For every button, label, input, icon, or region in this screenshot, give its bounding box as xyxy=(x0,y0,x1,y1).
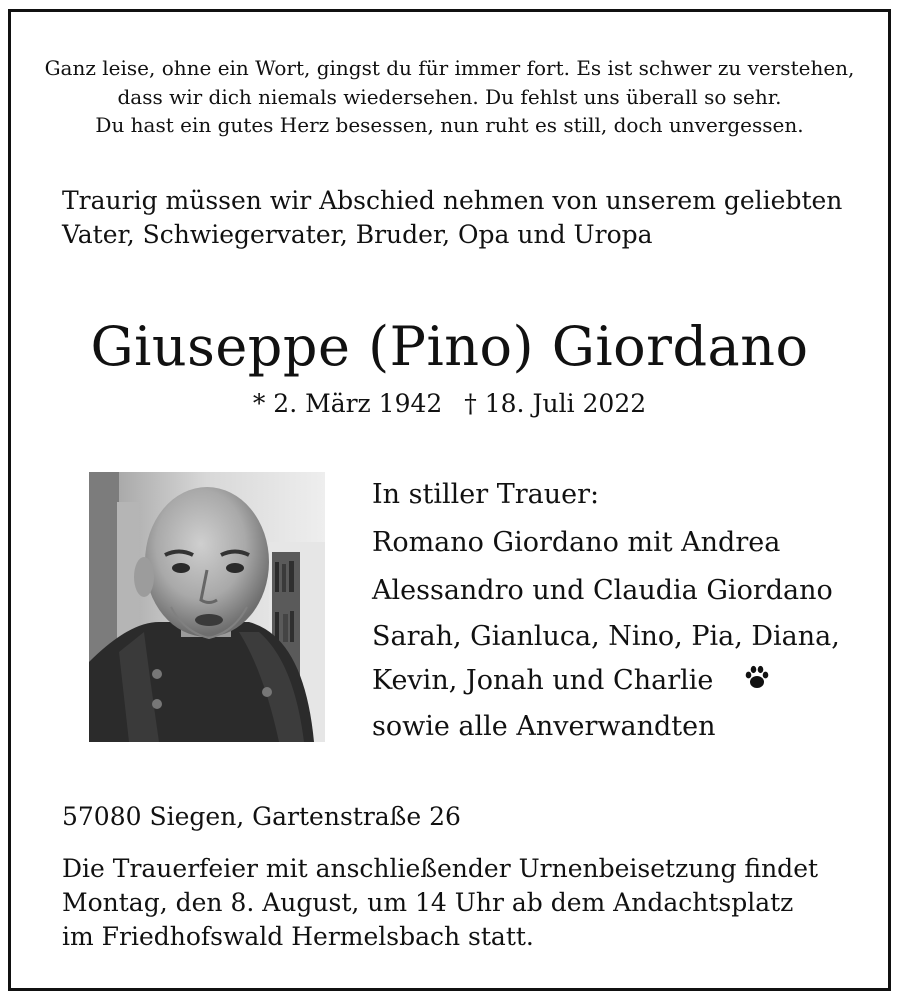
address: 57080 Siegen, Gartenstraße 26 xyxy=(62,802,461,831)
obituary-frame xyxy=(8,9,891,991)
deceased-name: Giuseppe (Pino) Giordano xyxy=(90,315,809,378)
mourner-line-with-pet xyxy=(372,659,840,703)
funeral-line: Montag, den 8. August, um 14 Uhr ab dem Andachtsplatz xyxy=(62,888,794,917)
poem xyxy=(11,54,888,140)
mourners-list xyxy=(372,471,840,751)
intro-text xyxy=(62,184,842,252)
poem-line: dass wir dich niemals wiedersehen. Du fehlst uns überall so sehr. xyxy=(117,84,782,109)
funeral-line: im Friedhofswald Hermelsbach statt. xyxy=(62,922,534,951)
mourner-line: sowie alle Anverwandten xyxy=(372,711,716,742)
mourner-line: Sarah, Gianluca, Nino, Pia, Diana, xyxy=(372,621,840,652)
mourner-line: Alessandro und Claudia Giordano xyxy=(372,575,833,606)
portrait-photo xyxy=(89,472,325,742)
birth-date: * 2. März 1942 xyxy=(252,389,443,418)
mourner-line: Kevin, Jonah und Charlie xyxy=(372,665,714,696)
paw-print-icon xyxy=(744,660,770,704)
funeral-details xyxy=(62,852,818,954)
mourners-heading: In stiller Trauer: xyxy=(372,479,600,510)
intro-line: Vater, Schwiegervater, Bruder, Opa und Uropa xyxy=(62,220,653,249)
intro-line: Traurig müssen wir Abschied nehmen von unserem geliebten xyxy=(62,186,843,215)
mourner-line: Romano Giordano mit Andrea xyxy=(372,527,781,558)
death-date: † 18. Juli 2022 xyxy=(464,389,647,418)
life-dates xyxy=(11,387,888,421)
poem-line: Du hast ein gutes Herz besessen, nun ruht es still, doch unvergessen. xyxy=(95,113,804,137)
funeral-line: Die Trauerfeier mit anschließender Urnenbeisetzung findet xyxy=(62,854,819,883)
poem-line: Ganz leise, ohne ein Wort, gingst du für immer fort. Es ist schwer zu verstehen, xyxy=(44,56,855,80)
